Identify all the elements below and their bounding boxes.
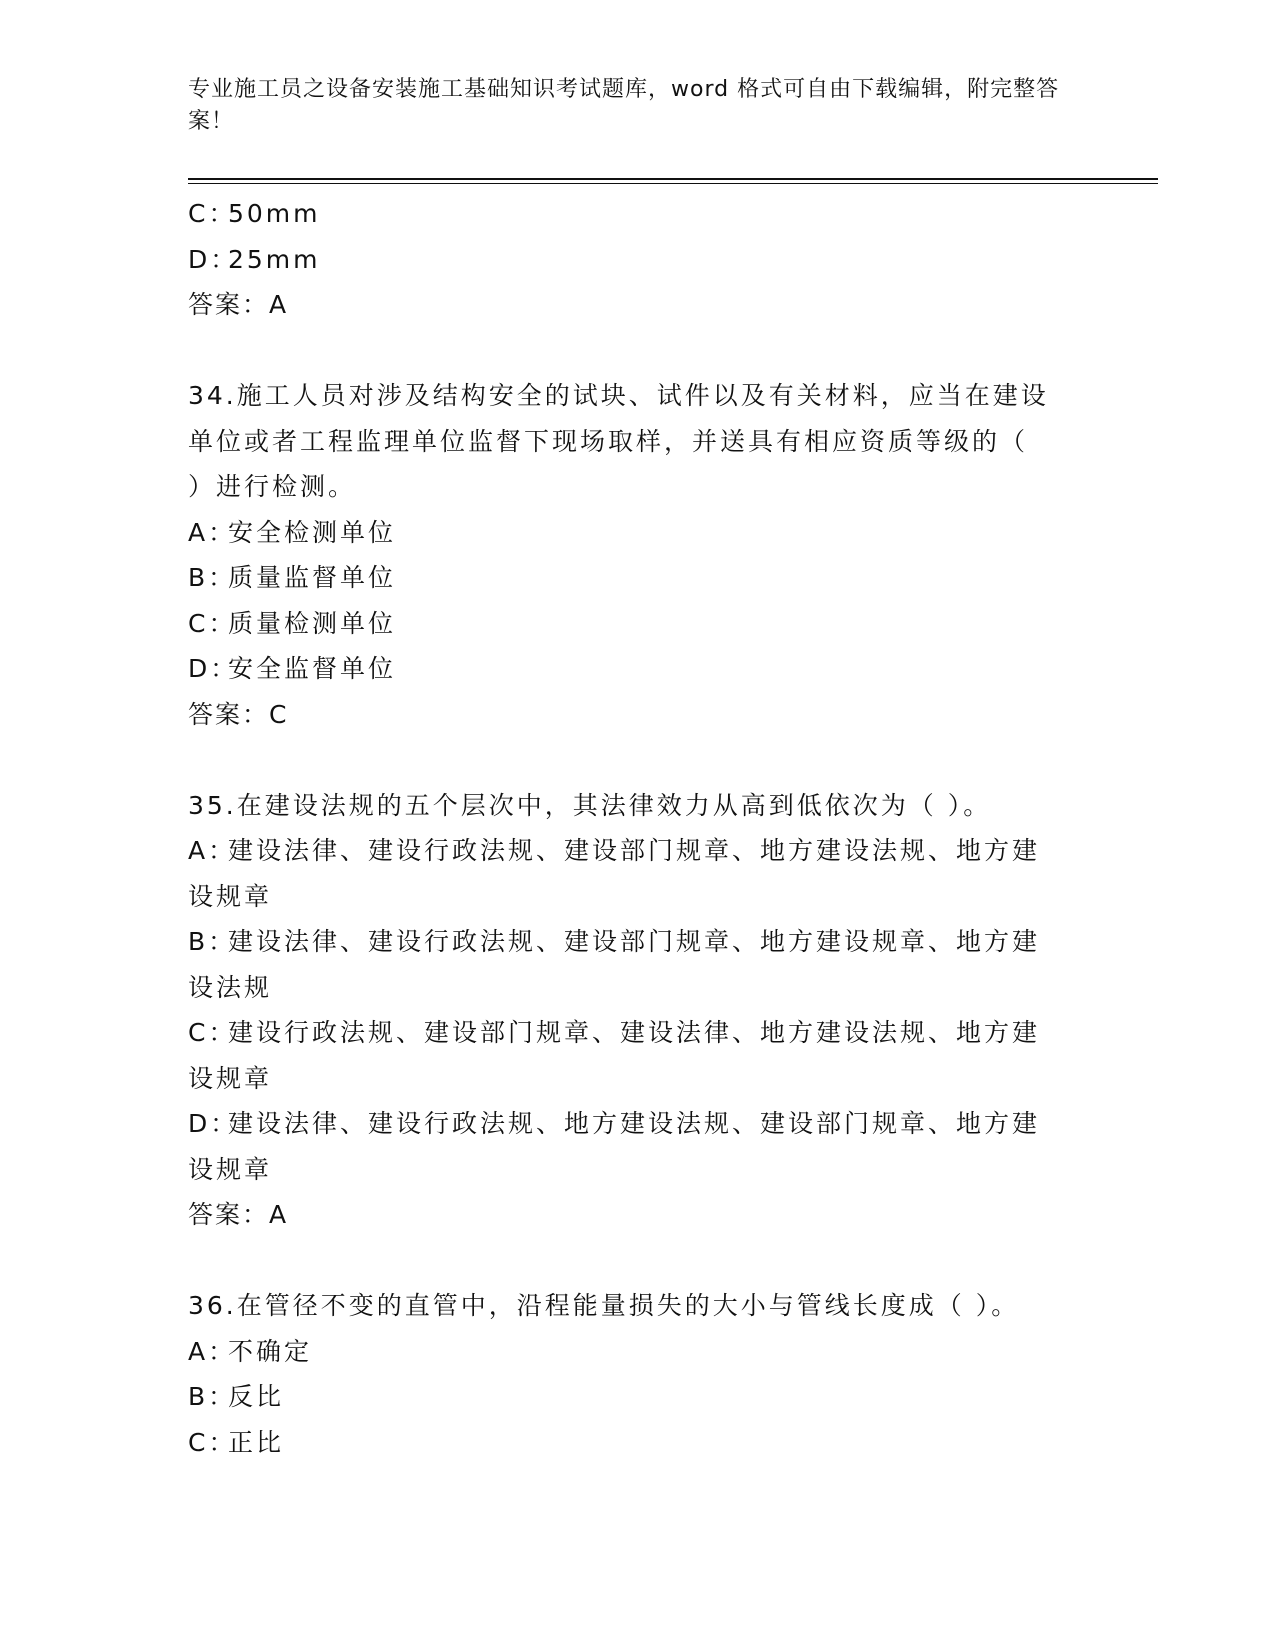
option-d	[188, 646, 1088, 692]
option-b	[188, 555, 1088, 601]
question-35	[188, 783, 1088, 1238]
option-text: 建设法律、建设行政法规、地方建设法规、建设部门规章、地方建	[228, 1109, 1041, 1138]
option-text: 反比	[228, 1382, 285, 1411]
option-c	[188, 1420, 1088, 1466]
option-label: C：	[188, 608, 237, 638]
option-b	[188, 919, 1088, 965]
question-text-line: 单位或者工程监理单位监督下现场取样，并送具有相应资质等级的（	[188, 426, 1029, 456]
question-33-tail	[188, 191, 1088, 328]
option-a	[188, 828, 1088, 874]
question-spacer	[188, 328, 1088, 374]
option-label: A：	[188, 1336, 237, 1366]
option-text: 25mm	[228, 244, 321, 274]
option-c-continuation: 设规章	[188, 1063, 273, 1093]
option-label: A：	[188, 836, 237, 865]
option-label: C：	[188, 1018, 237, 1047]
option-text: 安全检测单位	[228, 517, 397, 547]
option-text: 建设法律、建设行政法规、建设部门规章、地方建设规章、地方建	[228, 927, 1041, 956]
option-label: B：	[188, 563, 237, 592]
option-c	[188, 1010, 1088, 1056]
question-text-line: ）进行检测。	[188, 472, 357, 501]
header-divider-thin	[188, 183, 1158, 184]
question-36	[188, 1283, 1088, 1465]
question-spacer	[188, 1238, 1088, 1284]
answer-line: 答案：A	[188, 1200, 289, 1229]
document-header: 专业施工员之设备安装施工基础知识考试题库，word 格式可自由下载编辑，附完整答案！	[188, 77, 1060, 134]
option-text: 质量检测单位	[228, 608, 397, 638]
option-label: A：	[188, 517, 237, 547]
option-text: 50mm	[228, 199, 321, 228]
question-text-line: 35.在建设法规的五个层次中，其法律效力从高到低依次为（ ）。	[188, 790, 992, 820]
option-label: B：	[188, 1382, 237, 1411]
question-text-line: 36.在管径不变的直管中，沿程能量损失的大小与管线长度成（ ）。	[188, 1291, 1020, 1320]
option-label: D：	[188, 1109, 239, 1138]
question-spacer	[188, 737, 1088, 783]
option-label: D：	[188, 654, 239, 683]
option-text: 建设法律、建设行政法规、建设部门规章、地方建设法规、地方建	[228, 836, 1041, 865]
document-body	[188, 191, 1088, 1465]
option-text: 建设行政法规、建设部门规章、建设法律、地方建设法规、地方建	[228, 1018, 1041, 1047]
option-c	[188, 191, 1088, 237]
option-d	[188, 1101, 1088, 1147]
question-text-line: 34.施工人员对涉及结构安全的试块、试件以及有关材料，应当在建设	[188, 381, 1049, 410]
option-d	[188, 237, 1088, 283]
option-label: B：	[188, 927, 237, 956]
option-c	[188, 601, 1088, 647]
option-label: C：	[188, 199, 237, 228]
option-a	[188, 1329, 1088, 1375]
option-text: 不确定	[228, 1336, 313, 1366]
answer-line: 答案：A	[188, 290, 289, 319]
option-text: 正比	[228, 1427, 285, 1457]
option-b-continuation: 设法规	[188, 972, 273, 1002]
option-d-continuation: 设规章	[188, 1154, 273, 1184]
question-34	[188, 373, 1088, 737]
option-a	[188, 510, 1088, 556]
option-text: 安全监督单位	[228, 654, 397, 683]
option-label: D：	[188, 244, 239, 274]
answer-line: 答案：C	[188, 699, 289, 729]
option-b	[188, 1374, 1088, 1420]
option-label: C：	[188, 1427, 237, 1457]
option-text: 质量监督单位	[228, 563, 397, 592]
header-divider	[188, 178, 1158, 180]
option-a-continuation: 设规章	[188, 881, 273, 911]
